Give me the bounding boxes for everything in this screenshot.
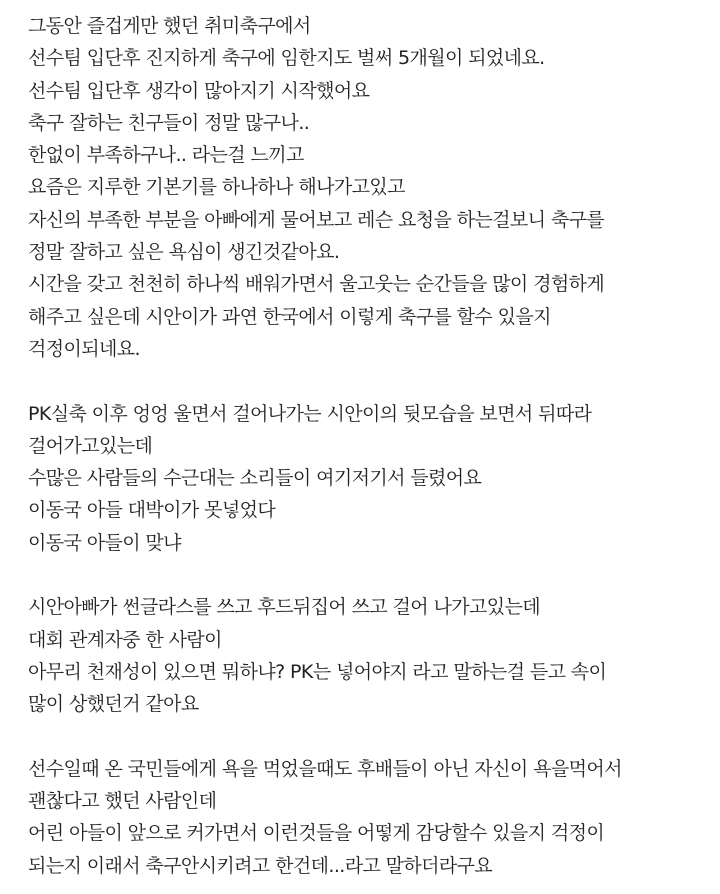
text-line: 그동안 즐겁게만 했던 취미축구에서 bbox=[28, 15, 311, 37]
text-line: 한없이 부족하구나.. 라는걸 느끼고 bbox=[28, 144, 304, 167]
text-line: 이동국 아들이 맞냐 bbox=[28, 531, 181, 554]
text-line: 이동국 아들 대박이가 못넣었다 bbox=[28, 499, 276, 522]
text-line: 정말 잘하고 싶은 욕심이 생긴것같아요. bbox=[28, 241, 340, 264]
text-line: 많이 상했던거 같아요 bbox=[28, 693, 199, 716]
text-line: PK실축 이후 엉엉 울면서 걸어나가는 시안이의 뒷모습을 보면서 뒤따라 bbox=[28, 402, 592, 425]
text-line: 선수일때 온 국민들에게 욕을 먹었을때도 후배들이 아닌 자신이 욕을먹어서 bbox=[28, 757, 622, 780]
text-line: 걱정이되네요. bbox=[28, 337, 140, 360]
text-line: 걸어가고있는데 bbox=[28, 434, 153, 457]
paragraph-2 bbox=[28, 398, 708, 559]
paragraph-4 bbox=[28, 753, 708, 882]
text-line: 아무리 천재성이 있으면 뭐하냐? PK는 넣어야지 라고 말하는걸 듣고 속이 bbox=[28, 660, 607, 683]
text-line: 시간을 갖고 천천히 하나씩 배워가면서 울고웃는 순간들을 많이 경험하게 bbox=[28, 273, 605, 296]
post-body bbox=[28, 10, 708, 882]
paragraph-spacer bbox=[28, 721, 708, 753]
text-line: 괜찮다고 했던 사람인데 bbox=[28, 790, 217, 813]
text-line: 축구 잘하는 친구들이 정말 많구나.. bbox=[28, 111, 310, 134]
text-line: 수많은 사람들의 수근대는 소리들이 여기저기서 들렸어요 bbox=[28, 467, 482, 490]
paragraph-1 bbox=[28, 10, 708, 365]
text-line: 요즘은 지루한 기본기를 하나하나 해나가고있고 bbox=[28, 176, 405, 199]
text-line: 되는지 이래서 축구안시키려고 한건데...라고 말하더라구요 bbox=[28, 854, 493, 877]
text-line: 어린 아들이 앞으로 커가면서 이런것들을 어떻게 감당할수 있을지 걱정이 bbox=[28, 822, 605, 845]
paragraph-spacer bbox=[28, 559, 708, 591]
text-line: 자신의 부족한 부분을 아빠에게 물어보고 레슨 요청을 하는걸보니 축구를 bbox=[28, 208, 605, 231]
text-line: 선수팀 입단후 생각이 많아지기 시작했어요 bbox=[28, 79, 370, 102]
text-line: 선수팀 입단후 진지하게 축구에 임한지도 벌써 5개월이 되었네요. bbox=[28, 47, 545, 70]
text-line: 시안아빠가 썬글라스를 쓰고 후드뒤집어 쓰고 걸어 나가고있는데 bbox=[28, 596, 540, 619]
paragraph-3 bbox=[28, 591, 708, 720]
paragraph-spacer bbox=[28, 365, 708, 397]
text-line: 대회 관계자중 한 사람이 bbox=[28, 628, 222, 651]
text-line: 해주고 싶은데 시안이가 과연 한국에서 이렇게 축구를 할수 있을지 bbox=[28, 305, 551, 328]
